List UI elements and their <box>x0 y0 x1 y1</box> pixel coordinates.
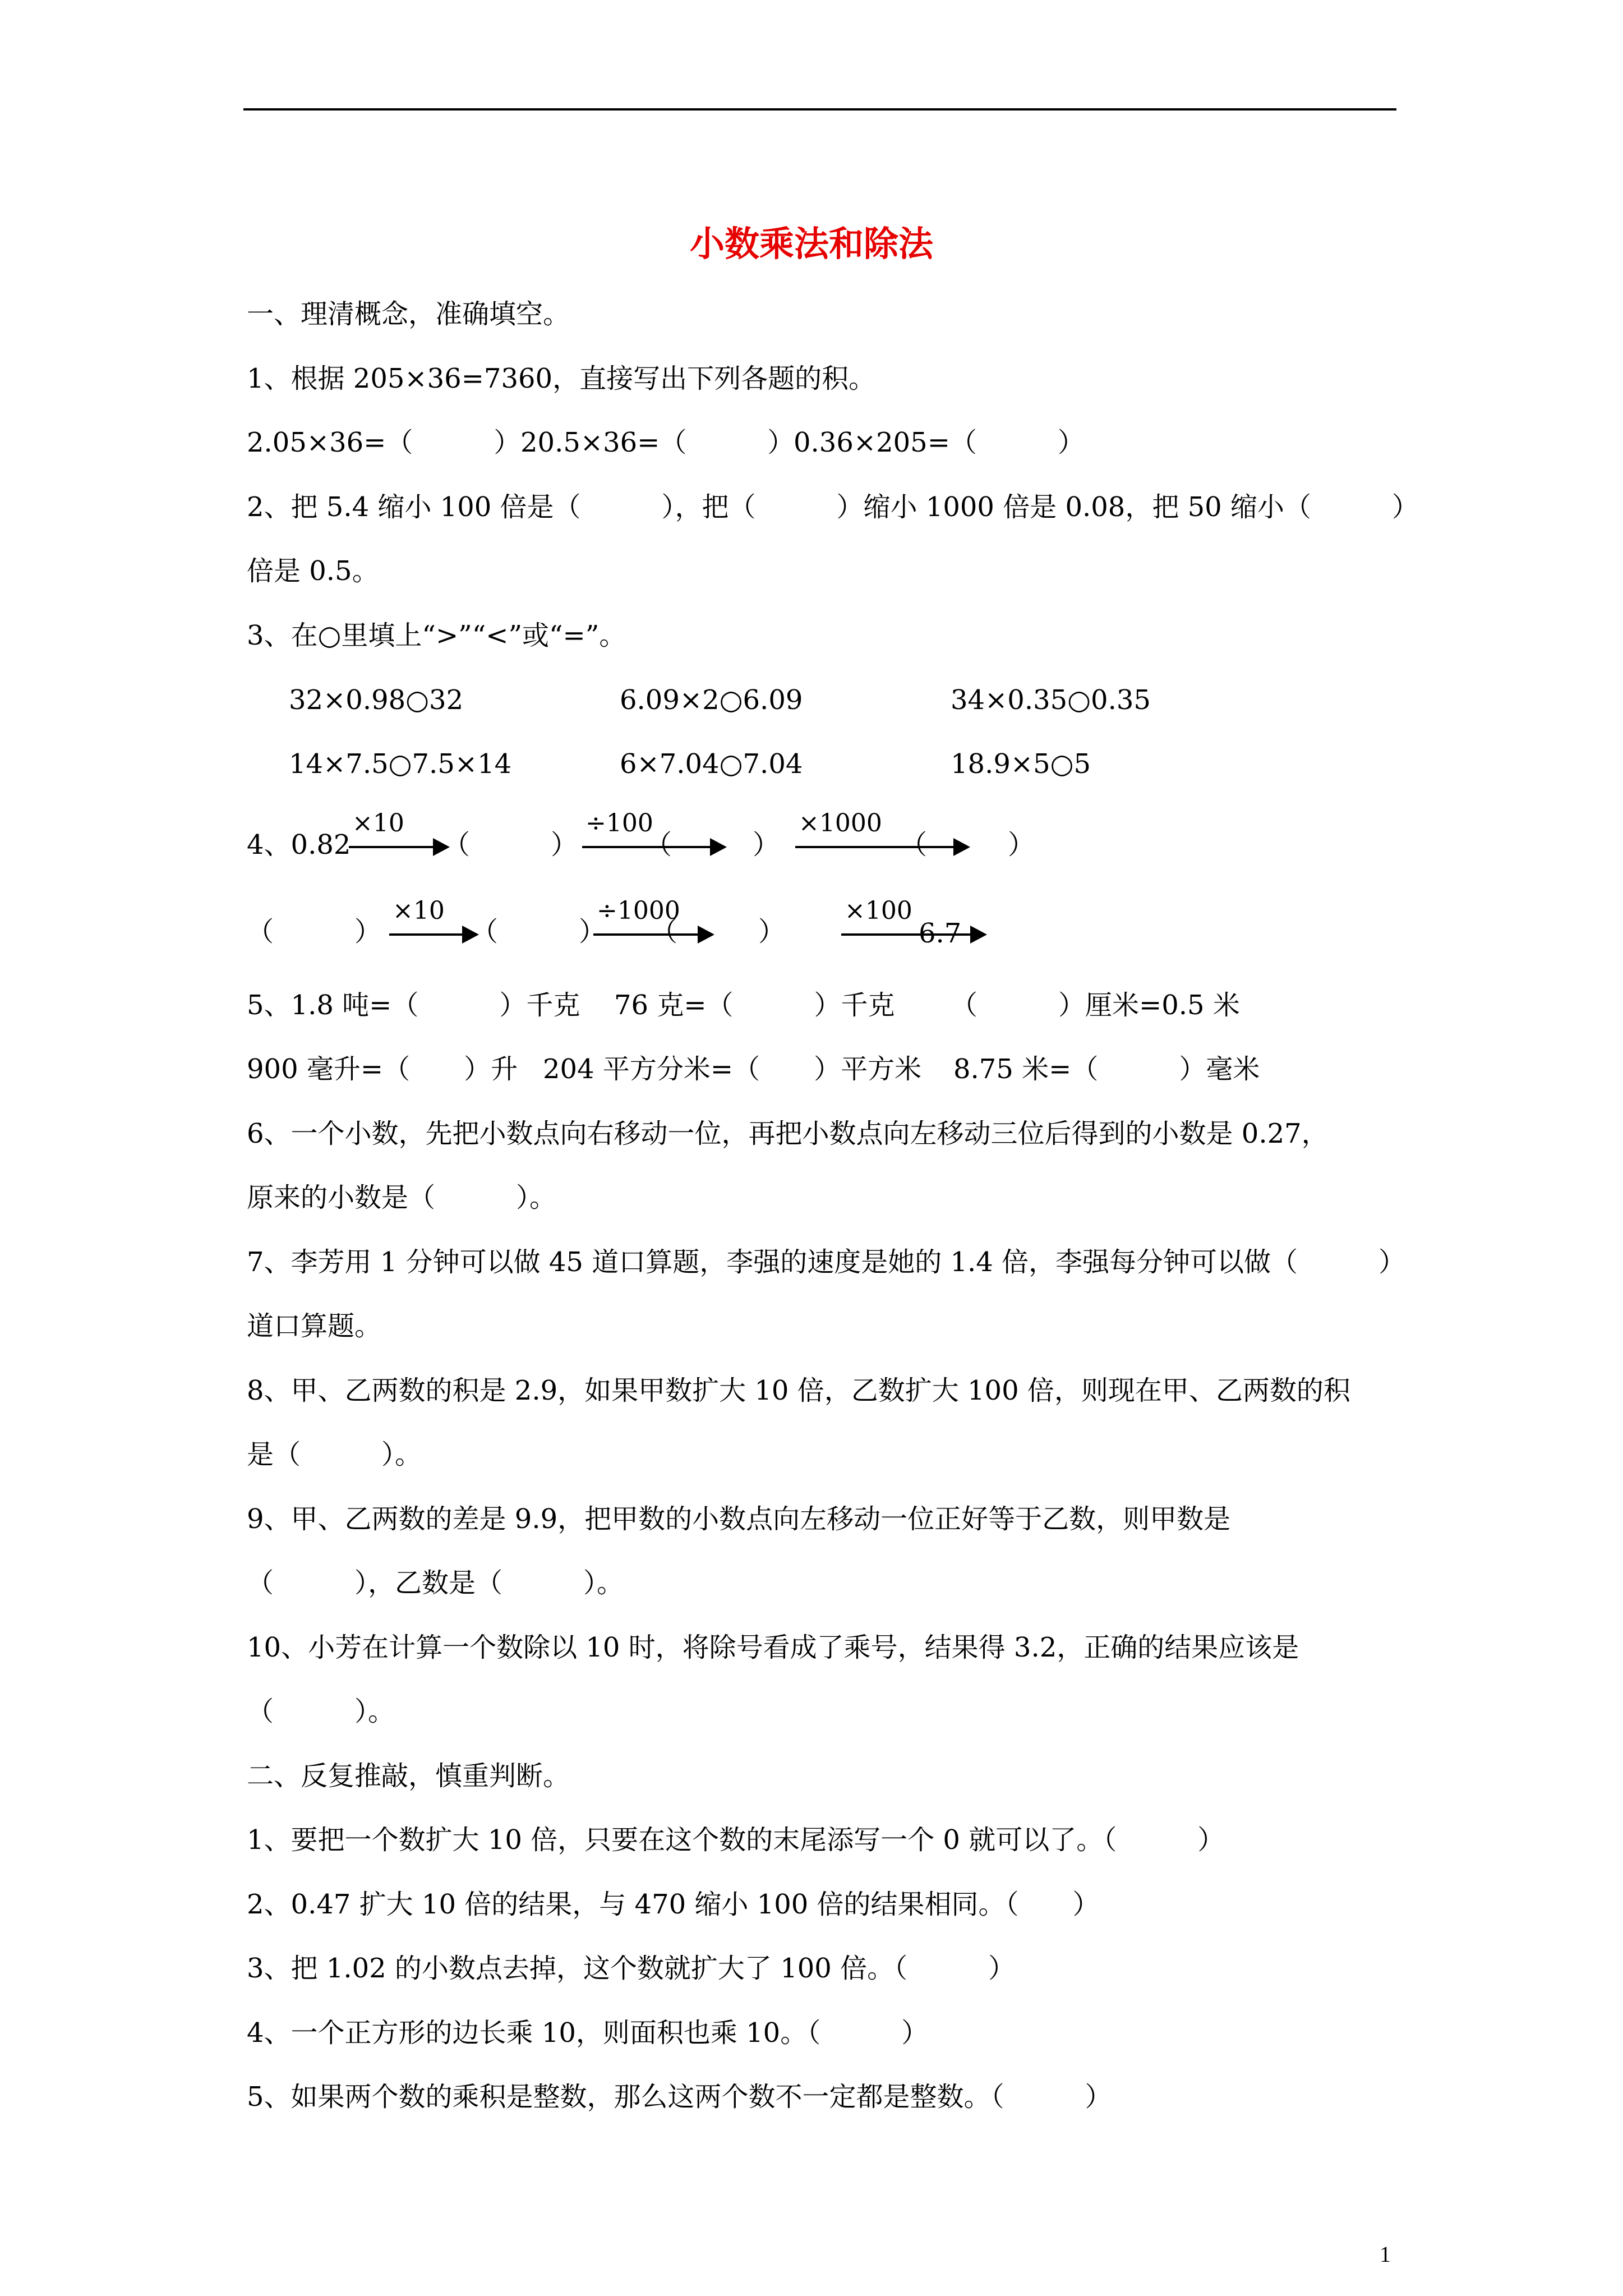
q4-row2-blank-2: （ ） <box>651 916 786 947</box>
q4-row1-op-1: ×10 <box>352 809 404 838</box>
q1-item-2: 20.5×36=（ ） <box>520 427 795 458</box>
q4-row1-blank-3: （ ） <box>900 829 1035 861</box>
q10-line1: 10、小芳在计算一个数除以 10 时，将除号看成了乘号，结果得 3.2，正确的结果应该是 <box>247 1632 1299 1663</box>
q6-line2: 原来的小数是（ ）。 <box>247 1182 557 1213</box>
section2-heading: 二、反复推敲，慎重判断。 <box>247 1760 570 1792</box>
q4-row1-start: 4、0.82 <box>247 829 351 861</box>
q9-line2: （ ），乙数是（ ）。 <box>247 1567 624 1599</box>
q3-row2-item-1: 14×7.5○7.5×14 <box>289 748 512 780</box>
q3-row1-item-3: 34×0.35○0.35 <box>951 684 1151 716</box>
page-number: 1 <box>1380 2242 1391 2267</box>
q4-row1-op-3: ×1000 <box>799 809 882 838</box>
q9-line1: 9、甲、乙两数的差是 9.9，把甲数的小数点向左移动一位正好等于乙数，则甲数是 <box>247 1503 1231 1535</box>
section1-heading: 一、理清概念，准确填空。 <box>247 298 570 330</box>
q7-line1: 7、李芳用 1 分钟可以做 45 道口算题，李强的速度是她的 1.4 倍，李强每分钟可以做（ ） <box>247 1246 1406 1278</box>
judge-item-1: 1、要把一个数扩大 10 倍，只要在这个数的末尾添写一个 0 就可以了。（ ） <box>247 1824 1225 1856</box>
q4-row1-blank-1: （ ） <box>443 829 578 861</box>
q10-line2: （ ）。 <box>247 1696 395 1727</box>
q5-line2-item-1: 900 毫升=（ ）升 <box>247 1053 518 1085</box>
q3-text: 3、在○里填上“>”“<”或“=”。 <box>247 620 626 651</box>
q4-row1-blank-2: （ ） <box>645 829 780 861</box>
q4-row2-op-1: ×10 <box>393 896 445 925</box>
q4-row2-blank-1: （ ） <box>471 916 606 947</box>
q8-line2: 是（ ）。 <box>247 1439 422 1470</box>
judge-item-2: 2、0.47 扩大 10 倍的结果，与 470 缩小 100 倍的结果相同。（ ） <box>247 1889 1100 1920</box>
q4-row2-op-3: ×100 <box>845 896 912 925</box>
q8-line1: 8、甲、乙两数的积是 2.9，如果甲数扩大 10 倍，乙数扩大 100 倍，则现在甲、乙两数的积 <box>247 1375 1350 1406</box>
q1-item-3: 0.36×205=（ ） <box>794 427 1085 458</box>
q3-row2-item-2: 6×7.04○7.04 <box>620 748 803 780</box>
q3-row1-item-1: 32×0.98○32 <box>289 684 464 716</box>
q4-row2-end: 6.7 <box>919 918 962 949</box>
q2-line1: 2、把 5.4 缩小 100 倍是（ ），把（ ）缩小 1000 倍是 0.08，把 50 缩小（ ） <box>247 491 1419 523</box>
q4-row2-op-2: ÷1000 <box>597 896 680 925</box>
q5-line1-item-2: 76 克=（ ）千克 <box>614 990 895 1021</box>
header-rule <box>243 108 1396 111</box>
q6-line1: 6、一个小数，先把小数点向右移动一位，再把小数点向左移动三位后得到的小数是 0.27， <box>247 1118 1329 1149</box>
q7-line2: 道口算题。 <box>247 1310 382 1342</box>
q1-text: 1、根据 205×36=7360，直接写出下列各题的积。 <box>247 363 876 394</box>
q3-row1-item-2: 6.09×2○6.09 <box>620 684 803 716</box>
q4-row1-op-2: ÷100 <box>585 809 653 838</box>
q5-line1-item-3: （ ）厘米=0.5 米 <box>951 990 1240 1021</box>
q4-row2-start: （ ） <box>247 916 382 947</box>
q1-item-1: 2.05×36=（ ） <box>247 427 521 458</box>
judge-item-4: 4、一个正方形的边长乘 10，则面积也乘 10。（ ） <box>247 2017 929 2049</box>
page-title: 小数乘法和除法 <box>689 223 933 264</box>
q3-row2-item-3: 18.9×5○5 <box>951 748 1091 780</box>
q5-line1-item-1: 5、1.8 吨=（ ）千克 <box>247 990 580 1021</box>
q5-line2-item-2: 204 平方分米=（ ）平方米 <box>543 1053 922 1085</box>
q5-line2-item-3: 8.75 米=（ ）毫米 <box>953 1053 1260 1085</box>
judge-item-3: 3、把 1.02 的小数点去掉，这个数就扩大了 100 倍。（ ） <box>247 1953 1016 1984</box>
judge-item-5: 5、如果两个数的乘积是整数，那么这两个数不一定都是整数。（ ） <box>247 2081 1112 2113</box>
q2-line2: 倍是 0.5。 <box>247 555 379 587</box>
